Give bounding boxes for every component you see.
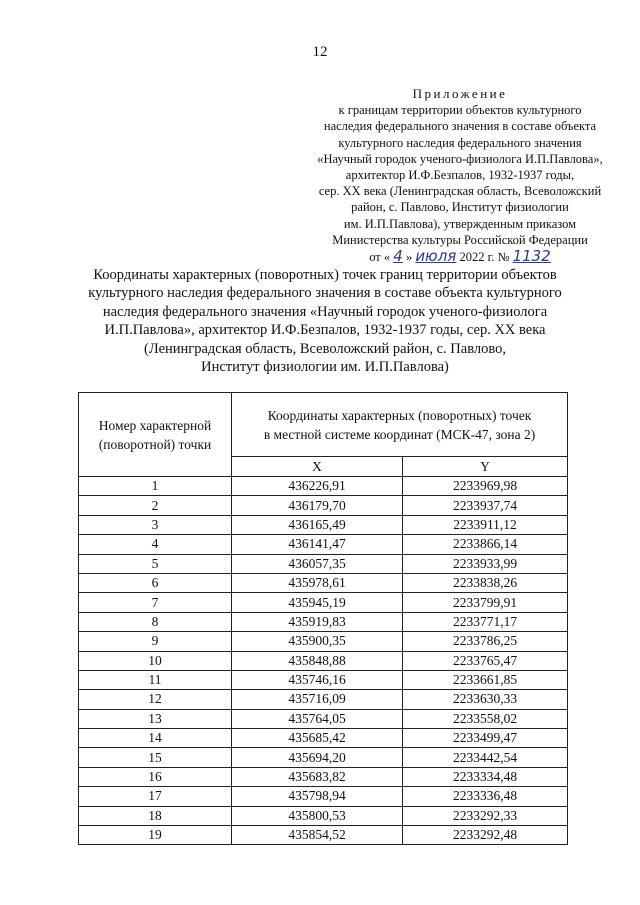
cell-x: 435694,20 (232, 748, 403, 767)
table-row (79, 632, 568, 651)
appendix-line: к границам территории объектов культурного (338, 103, 582, 118)
cell-y: 2233799,91 (403, 593, 568, 612)
table-row (79, 593, 568, 612)
title-line: Координаты характерных (поворотных) точек границ территории объектов (93, 267, 557, 283)
cell-x: 435854,52 (232, 826, 403, 845)
cell-point-number: 15 (79, 748, 232, 767)
table-row (79, 826, 568, 845)
handwritten-month: июля (415, 247, 457, 266)
table-row (79, 748, 568, 767)
cell-x: 435798,94 (232, 787, 403, 806)
cell-y: 2233866,14 (403, 535, 568, 554)
cell-point-number: 3 (79, 515, 232, 534)
cell-y: 2233911,12 (403, 515, 568, 534)
appendix-line: сер. XX века (Ленинградская область, Всеволожский (318, 184, 602, 199)
cell-point-number: 2 (79, 496, 232, 515)
cell-point-number: 9 (79, 632, 232, 651)
cell-point-number: 8 (79, 612, 232, 631)
handwritten-order-number: 1132 (512, 247, 551, 266)
appendix-line: наследия федерального значения в составе объекта (323, 119, 597, 134)
date-year: 2022 г. № (459, 250, 510, 265)
appendix-line: архитектор И.Ф.Безпалов, 1932-1937 годы, (345, 168, 575, 183)
title-line: наследия федерального значения «Научный городок ученого-физиолога (102, 303, 548, 320)
appendix-line: «Научный городок ученого-физиолога И.П.Павлова», (317, 151, 603, 166)
date-prefix: от « (369, 250, 391, 265)
cell-point-number: 10 (79, 651, 232, 670)
appendix-line: Министерства культуры Российской Федерации (332, 232, 588, 247)
cell-x: 435685,42 (232, 729, 403, 748)
cell-point-number: 7 (79, 593, 232, 612)
cell-point-number: 13 (79, 709, 232, 728)
title-line: И.П.Павлова», архитектор И.Ф.Безпалов, 1932-1937 годы, сер. XX века (104, 322, 546, 339)
header-coordinates-line: Координаты характерных (поворотных) точек (267, 407, 532, 423)
cell-x: 436226,91 (232, 477, 403, 496)
cell-y: 2233442,54 (403, 748, 568, 767)
table-row (79, 690, 568, 709)
cell-x: 436165,49 (232, 515, 403, 534)
header-x: X (232, 457, 403, 477)
table-row (79, 670, 568, 689)
table-row (79, 709, 568, 728)
cell-y: 2233499,47 (403, 729, 568, 748)
table-row (79, 573, 568, 592)
cell-point-number: 6 (79, 573, 232, 592)
table-row (79, 729, 568, 748)
cell-y: 2233292,48 (403, 826, 568, 845)
cell-point-number: 18 (79, 806, 232, 825)
title-line: (Ленинградская область, Всеволожский район, с. Павлово, (144, 340, 506, 357)
cell-x: 435683,82 (232, 767, 403, 786)
appendix-block (295, 86, 625, 265)
header-point-number (79, 393, 232, 477)
cell-point-number: 14 (79, 729, 232, 748)
cell-point-number: 11 (79, 670, 232, 689)
appendix-heading: Приложение (412, 86, 508, 101)
coordinates-table (78, 392, 568, 845)
cell-y: 2233771,17 (403, 612, 568, 631)
cell-point-number: 1 (79, 477, 232, 496)
cell-x: 436179,70 (232, 496, 403, 515)
table-row (79, 651, 568, 670)
table-row (79, 535, 568, 554)
table-row (79, 806, 568, 825)
cell-y: 2233630,33 (403, 690, 568, 709)
cell-point-number: 17 (79, 787, 232, 806)
table-row (79, 554, 568, 573)
page-number: 12 (312, 44, 328, 60)
cell-point-number: 4 (79, 535, 232, 554)
header-point-number-line: (поворотной) точки (98, 436, 212, 452)
header-point-number-line: Номер характерной (98, 417, 212, 433)
cell-point-number: 5 (79, 554, 232, 573)
appendix-line: культурного наследия федерального значения (338, 135, 582, 150)
cell-y: 2233334,48 (403, 767, 568, 786)
table-row (79, 515, 568, 534)
table-row (79, 612, 568, 631)
cell-x: 436141,47 (232, 535, 403, 554)
table-row (79, 767, 568, 786)
table-row (79, 496, 568, 515)
cell-point-number: 12 (79, 690, 232, 709)
header-coordinates (232, 393, 568, 457)
cell-x: 435848,88 (232, 651, 403, 670)
handwritten-day: 4 (393, 247, 403, 266)
cell-y: 2233937,74 (403, 496, 568, 515)
cell-x: 435764,05 (232, 709, 403, 728)
cell-y: 2233786,25 (403, 632, 568, 651)
document-title (75, 266, 575, 376)
cell-y: 2233292,33 (403, 806, 568, 825)
cell-y: 2233661,85 (403, 670, 568, 689)
cell-y: 2233969,98 (403, 477, 568, 496)
cell-y: 2233838,26 (403, 573, 568, 592)
appendix-line: район, с. Павлово, Институт физиологии (351, 200, 569, 215)
cell-x: 435900,35 (232, 632, 403, 651)
cell-point-number: 16 (79, 767, 232, 786)
header-coordinates-line: в местной системе координат (МСК-47, зона 2) (263, 426, 536, 442)
cell-x: 435978,61 (232, 573, 403, 592)
order-date-line (295, 248, 625, 265)
cell-point-number: 19 (79, 826, 232, 845)
table-row (79, 477, 568, 496)
appendix-line: им. И.П.Павлова), утвержденным приказом (343, 216, 577, 231)
title-line: Институт физиологии им. И.П.Павлова) (201, 359, 449, 376)
header-y: Y (403, 457, 568, 477)
cell-y: 2233558,02 (403, 709, 568, 728)
cell-x: 435919,83 (232, 612, 403, 631)
cell-y: 2233765,47 (403, 651, 568, 670)
table-row (79, 787, 568, 806)
cell-x: 435746,16 (232, 670, 403, 689)
date-mid: » (405, 250, 413, 265)
cell-y: 2233933,99 (403, 554, 568, 573)
cell-x: 435945,19 (232, 593, 403, 612)
cell-x: 435800,53 (232, 806, 403, 825)
cell-x: 435716,09 (232, 690, 403, 709)
cell-y: 2233336,48 (403, 787, 568, 806)
title-line: культурного наследия федерального значения в составе объекта культурного (88, 285, 562, 302)
cell-x: 436057,35 (232, 554, 403, 573)
